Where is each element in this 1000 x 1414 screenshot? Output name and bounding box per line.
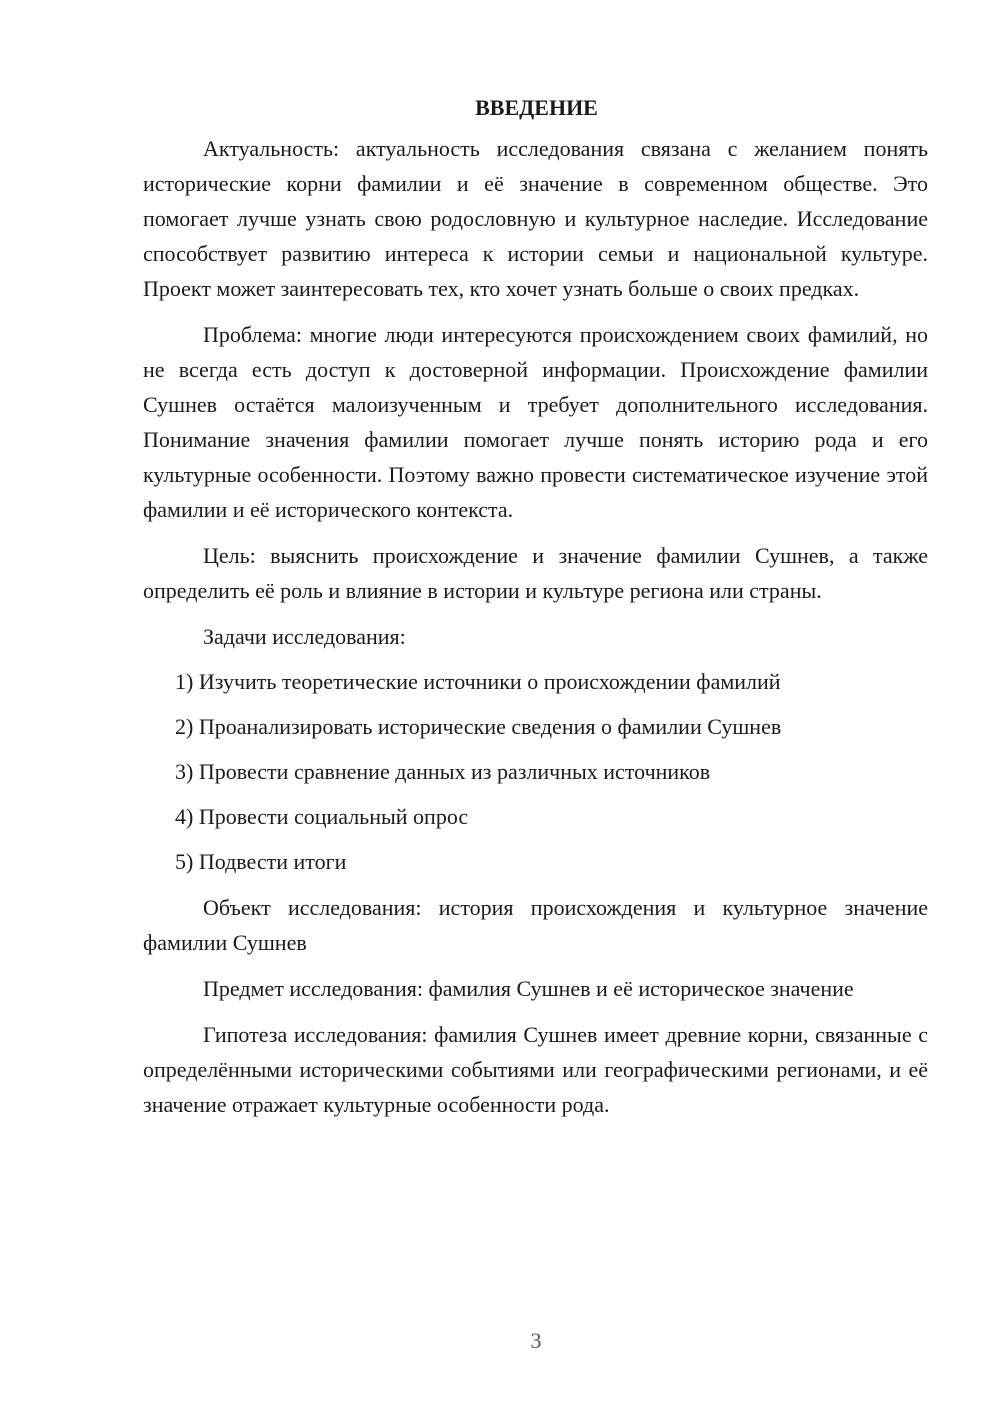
section-title: ВВЕДЕНИЕ — [475, 95, 598, 120]
tasks-heading: Задачи исследования: — [203, 624, 406, 649]
goal-paragraph: Цель: выяснить происхождение и значение фамилии Сушнев, а также определить её роль и влияние в истории и культуре региона или страны. — [143, 543, 928, 603]
subject-paragraph: Предмет исследования: фамилия Сушнев и её историческое значение — [203, 976, 854, 1001]
list-item: 5) Подвести итоги — [175, 849, 347, 874]
list-item: 3) Провести сравнение данных из различных источников — [175, 759, 711, 784]
object-paragraph: Объект исследования: история происхождения и культурное значение фамилии Сушнев — [143, 895, 928, 955]
page-number: 3 — [530, 1328, 542, 1353]
problem-paragraph: Проблема: многие люди интересуются происхождением своих фамилий, но не всегда есть доступ к достоверной информации. Происхождение фамилии Сушнев остаётся малоизученным и требует дополнительного исследования. Понимание значения фамилии помогает лучше понять историю рода и его культурные особенности. Поэтому важно провести систематическое изучение этой фамилии и её исторического контекста. — [143, 322, 928, 522]
list-item: 1) Изучить теоретические источники о происхождении фамилий — [175, 669, 781, 694]
document-page — [143, 90, 928, 1133]
tasks-list — [143, 664, 928, 879]
list-item: 4) Провести социальный опрос — [175, 804, 469, 829]
hypothesis-paragraph: Гипотеза исследования: фамилия Сушнев имеет древние корни, связанные с определёнными историческими событиями или географическими регионами, и её значение отражает культурные особенности рода. — [143, 1022, 928, 1117]
relevance-paragraph: Актуальность: актуальность исследования связана с желанием понять исторические корни фамилии и её значение в современном обществе. Это помогает лучше узнать свою родословную и культурное наследие. Исследование способствует развитию интереса к истории семьи и национальной культуре. Проект может заинтересовать тех, кто хочет узнать больше о своих предках. — [143, 136, 928, 301]
list-item: 2) Проанализировать исторические сведения о фамилии Сушнев — [175, 714, 782, 739]
